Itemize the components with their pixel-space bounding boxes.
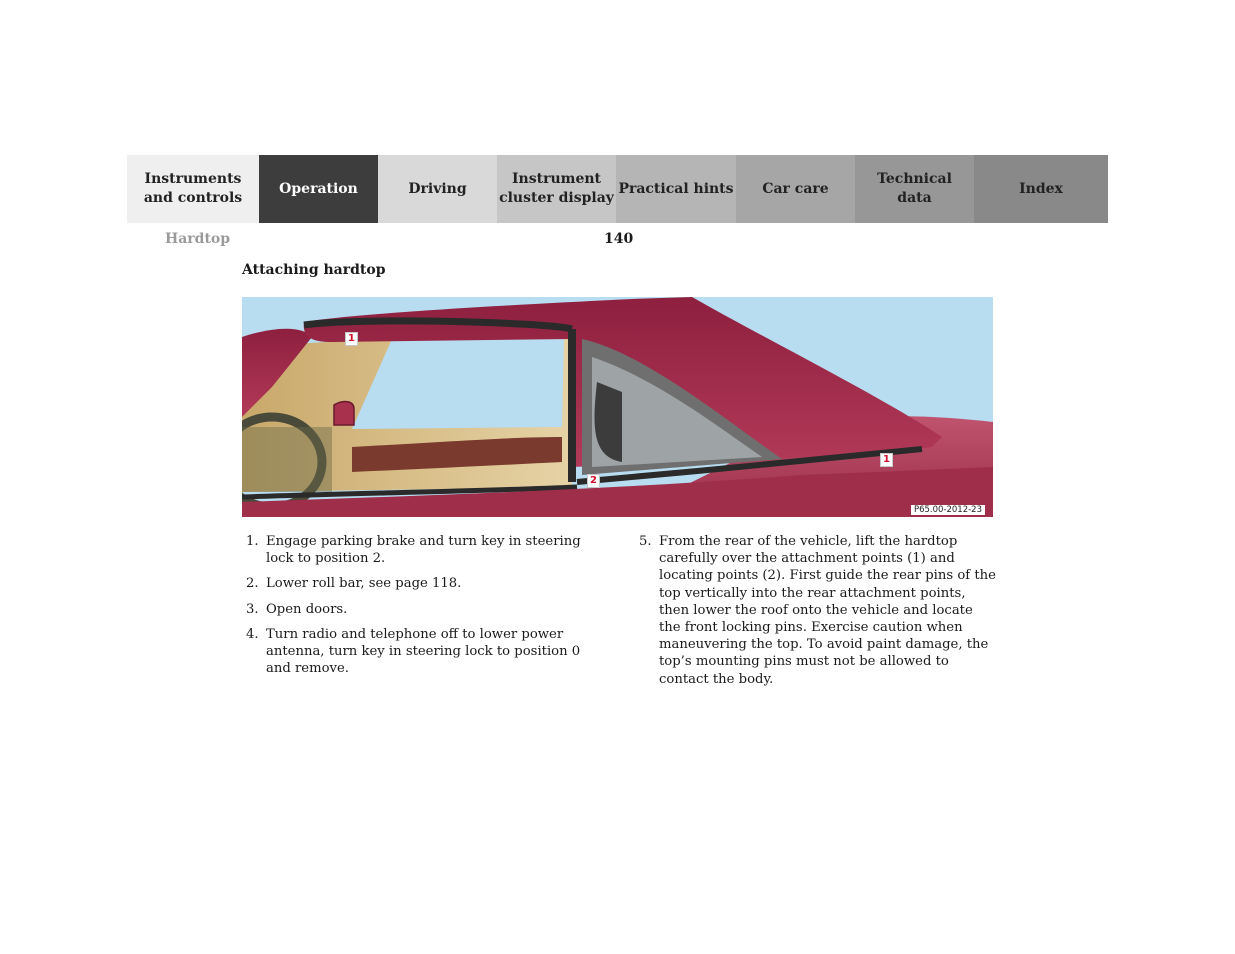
list-item [242,601,602,618]
steps-list-left [242,533,602,685]
hardtop-illustration [242,297,993,517]
car-hardtop-drawing [242,297,993,517]
tab-label: Index [1019,180,1063,197]
callout-1-front: 1 [345,332,358,346]
tab-label: Instrument cluster display [499,171,614,206]
step-text: Turn radio and telephone off to lower power antenna, turn key in steering lock to position 0 and remove. [266,626,581,677]
step-text: Lower roll bar, see page 118. [266,576,462,592]
tab-car-care[interactable] [736,155,855,223]
list-item [242,533,602,567]
step-number: 5. [639,534,652,549]
tab-instruments-and-controls[interactable] [127,155,259,223]
step-number: 3. [246,601,259,617]
step-text: Open doors. [266,601,348,617]
list-item [635,533,997,688]
tab-practical-hints[interactable] [616,155,736,223]
figure-code: P65.00-2012-23 [911,505,985,515]
dashboard [242,427,332,492]
callout-1-rear: 1 [880,453,893,467]
callout-2: 2 [587,474,600,488]
tab-label: Driving [408,180,467,197]
chapter-tabs [127,155,1108,223]
list-item [242,575,602,592]
tab-label: Instruments and controls [143,171,243,206]
tab-label: Technical data [877,171,952,206]
step-number: 2. [246,576,259,592]
page-number: 140 [604,231,634,247]
tab-label: Operation [279,180,358,197]
tab-index[interactable] [974,155,1108,223]
step-text: Engage parking brake and turn key in steering lock to position 2. [266,534,581,567]
step-number: 1. [246,534,259,549]
section-title: Hardtop [165,231,231,247]
step-number: 4. [246,626,259,642]
list-item [242,626,602,678]
tab-label: Car care [762,180,829,197]
tab-label: Practical hints [618,180,734,197]
tab-operation[interactable] [259,155,378,223]
mirror [334,402,354,425]
page-heading: Attaching hardtop [242,262,386,278]
tab-instrument-cluster-display[interactable] [497,155,616,223]
tab-driving[interactable] [378,155,497,223]
step-text: From the rear of the vehicle, lift the hardtop carefully over the attachment points (1) and locating points (2). First guide the rear pins of the top vertically into the rear attachment points, then lower the roof onto the vehicle and locate the front locking pins. Exercise caution when maneuvering the top. To avoid paint damage, the top’s mounting pins must not be allowed to contact the body. [659,534,996,687]
tab-technical-data[interactable] [855,155,974,223]
steps-list-right [635,533,997,696]
